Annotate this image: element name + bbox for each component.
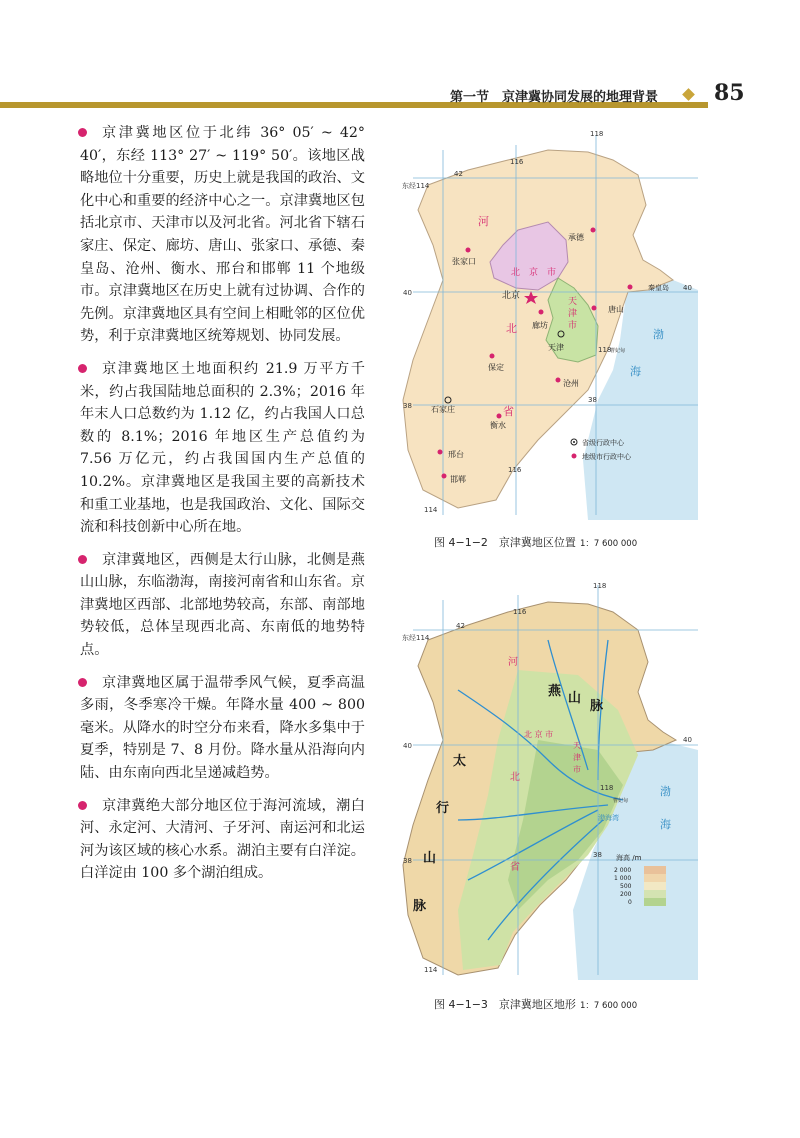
city-label: 秦皇岛	[648, 284, 669, 292]
city-label: 承德	[568, 233, 584, 242]
location-map	[398, 130, 698, 520]
legend-label: 1 000	[614, 875, 632, 882]
legend-label: 省级行政中心	[582, 439, 624, 447]
region-label: 北	[510, 772, 520, 783]
paragraph-location: 京津冀地区位于北纬 36° 05′ ~ 42° 40′，东经 113° 27′ ~ 119° 50′。该地区战略地位十分重要，历史上就是我国的政治、文化中心和重要的经济中心之一。京津冀地区包括北京市、天津市以及河北省。河北省下辖石家庄、保定、廊坊、唐山、张家口、承德、秦皇岛、沧州、衡水、邢台和邯郸 11 个地级市。京津冀地区在历史上就有过协调、合作的先例。京津冀地区具有空间上相毗邻的区位优势，利于京津冀地区统筹规划、协同发展。	[80, 125, 365, 345]
grid-label: 118	[598, 346, 612, 354]
city-label: 廊坊	[532, 321, 548, 330]
paragraph-climate: 京津冀地区属于温带季风气候，夏季高温多雨，冬季寒冷干燥。年降水量 400 ~ 800 毫米。从降水的时空分布来看，降水多集中于夏季，特别是 7、8 月份。降水量从沿海向内陆、由东南向西北呈递减趋势。	[80, 674, 365, 782]
paragraph-terrain: 京津冀地区，西侧是太行山脉，北侧是燕山山脉，东临渤海，南接河南省和山东省。京津冀地区西部、北部地势较高，东部、南部地势较低，总体呈现西北高、东南低的地势特点。	[80, 551, 365, 659]
grid-label: 118	[590, 130, 604, 138]
legend-label: 2 000	[614, 867, 632, 874]
region-label: 河	[508, 657, 518, 668]
sea-label: 海	[660, 818, 671, 831]
grid-label: 40	[403, 289, 412, 297]
sea-label: 海	[630, 365, 641, 378]
region-label: 津	[568, 309, 578, 319]
grid-label: 38	[593, 851, 602, 859]
region-label: 津	[573, 753, 581, 762]
paragraph-rivers: 京津冀绝大部分地区位于海河流域，潮白河、永定河、大清河、子牙河、南运河和北运河为该区域的核心水系。湖泊主要有白洋淀。白洋淀由 100 多个湖泊组成。	[80, 797, 365, 882]
region-label: 天	[573, 741, 581, 750]
region-label: 河	[478, 215, 489, 228]
running-header: 第一节 京津冀协同发展的地理背景	[450, 90, 659, 105]
legend-title: 海高 /m	[616, 854, 642, 862]
city-label: 北京	[502, 291, 521, 301]
grid-label: 38	[588, 396, 597, 404]
place-label: 曹妃甸	[613, 798, 629, 804]
city-label: 保定	[488, 363, 504, 372]
city-label: 衡水	[490, 421, 506, 430]
bullet-icon	[78, 678, 87, 687]
grid-label: 38	[403, 857, 412, 865]
grid-label: 40	[403, 742, 412, 750]
grid-label: 东经114	[402, 182, 430, 190]
city-label: 邢台	[448, 450, 464, 459]
city-label: 唐山	[608, 305, 624, 314]
city-label: 沧州	[563, 379, 579, 388]
region-label: 北 京 市	[511, 268, 557, 278]
mountain-label: 脉	[413, 899, 427, 914]
terrain-map	[398, 580, 698, 980]
region-label: 省	[503, 405, 514, 418]
figure-caption-terrain: 图 4−1−3 京津冀地区地形 1：7 600 000	[434, 998, 638, 1011]
grid-label: 42	[454, 170, 463, 178]
legend-label: 地级市行政中心	[582, 453, 631, 461]
mountain-label: 山	[568, 691, 582, 706]
region-label: 市	[573, 765, 581, 774]
region-label: 市	[568, 321, 578, 331]
legend-swatch	[644, 874, 666, 882]
paragraph-area: 京津冀地区土地面积约 21.9 万平方千米，约占我国陆地总面积的 2.3%；2016 年年末人口总数约为 1.12 亿，约占我国人口总数的 8.1%；2016 年地区生产总值约为 7.56 万亿元，约占我国国内生产总值的 10.2%。京津冀地区是我国主要的高新技术和重工业基地，也是我国政治、文化、国际交流和科技创新中心所在地。	[80, 360, 365, 536]
legend-swatch	[644, 866, 666, 874]
city-label: 张家口	[452, 257, 476, 266]
grid-label: 116	[513, 608, 527, 616]
region-label: 北 京 市	[524, 730, 554, 739]
page-number: 85	[714, 80, 745, 106]
legend-label: 500	[620, 883, 632, 890]
sea-label: 渤	[653, 328, 664, 341]
legend-swatch	[644, 882, 666, 890]
legend-swatch	[644, 898, 666, 906]
grid-label: 40	[683, 284, 692, 292]
bullet-icon	[78, 128, 87, 137]
place-label: 曹妃甸	[610, 348, 626, 354]
region-label: 省	[510, 862, 520, 873]
grid-label: 114	[424, 506, 438, 514]
bullet-icon	[78, 801, 87, 810]
sea-label: 渤	[660, 785, 671, 798]
prefectural-center-icon	[572, 454, 577, 459]
city-label: 天津	[548, 343, 564, 352]
grid-label: 114	[424, 966, 438, 974]
grid-label: 116	[508, 466, 522, 474]
bullet-icon	[78, 555, 87, 564]
mountain-label: 太	[453, 754, 467, 769]
grid-label: 40	[683, 736, 692, 744]
grid-label: 118	[600, 784, 614, 792]
mountain-label: 行	[436, 801, 450, 816]
mountain-label: 脉	[590, 699, 604, 714]
grid-label: 118	[593, 582, 607, 590]
bullet-icon	[78, 364, 87, 373]
header-diamond-icon	[682, 88, 695, 101]
city-label: 邯郸	[450, 475, 466, 484]
sea-label: 渤海湾	[598, 814, 619, 822]
text-column	[80, 122, 365, 895]
legend-label: 0	[628, 899, 632, 906]
mountain-label: 燕	[548, 684, 562, 699]
grid-label: 38	[403, 402, 412, 410]
grid-label: 东经114	[402, 634, 430, 642]
figure-caption-location: 图 4−1−2 京津冀地区位置 1：7 600 000	[434, 536, 638, 549]
legend-swatch	[644, 890, 666, 898]
region-label: 天	[568, 297, 578, 307]
region-label: 北	[506, 322, 517, 335]
city-label: 石家庄	[431, 405, 455, 414]
mountain-label: 山	[423, 851, 437, 866]
grid-label: 42	[456, 622, 465, 630]
legend-label: 200	[620, 891, 632, 898]
grid-label: 116	[510, 158, 524, 166]
